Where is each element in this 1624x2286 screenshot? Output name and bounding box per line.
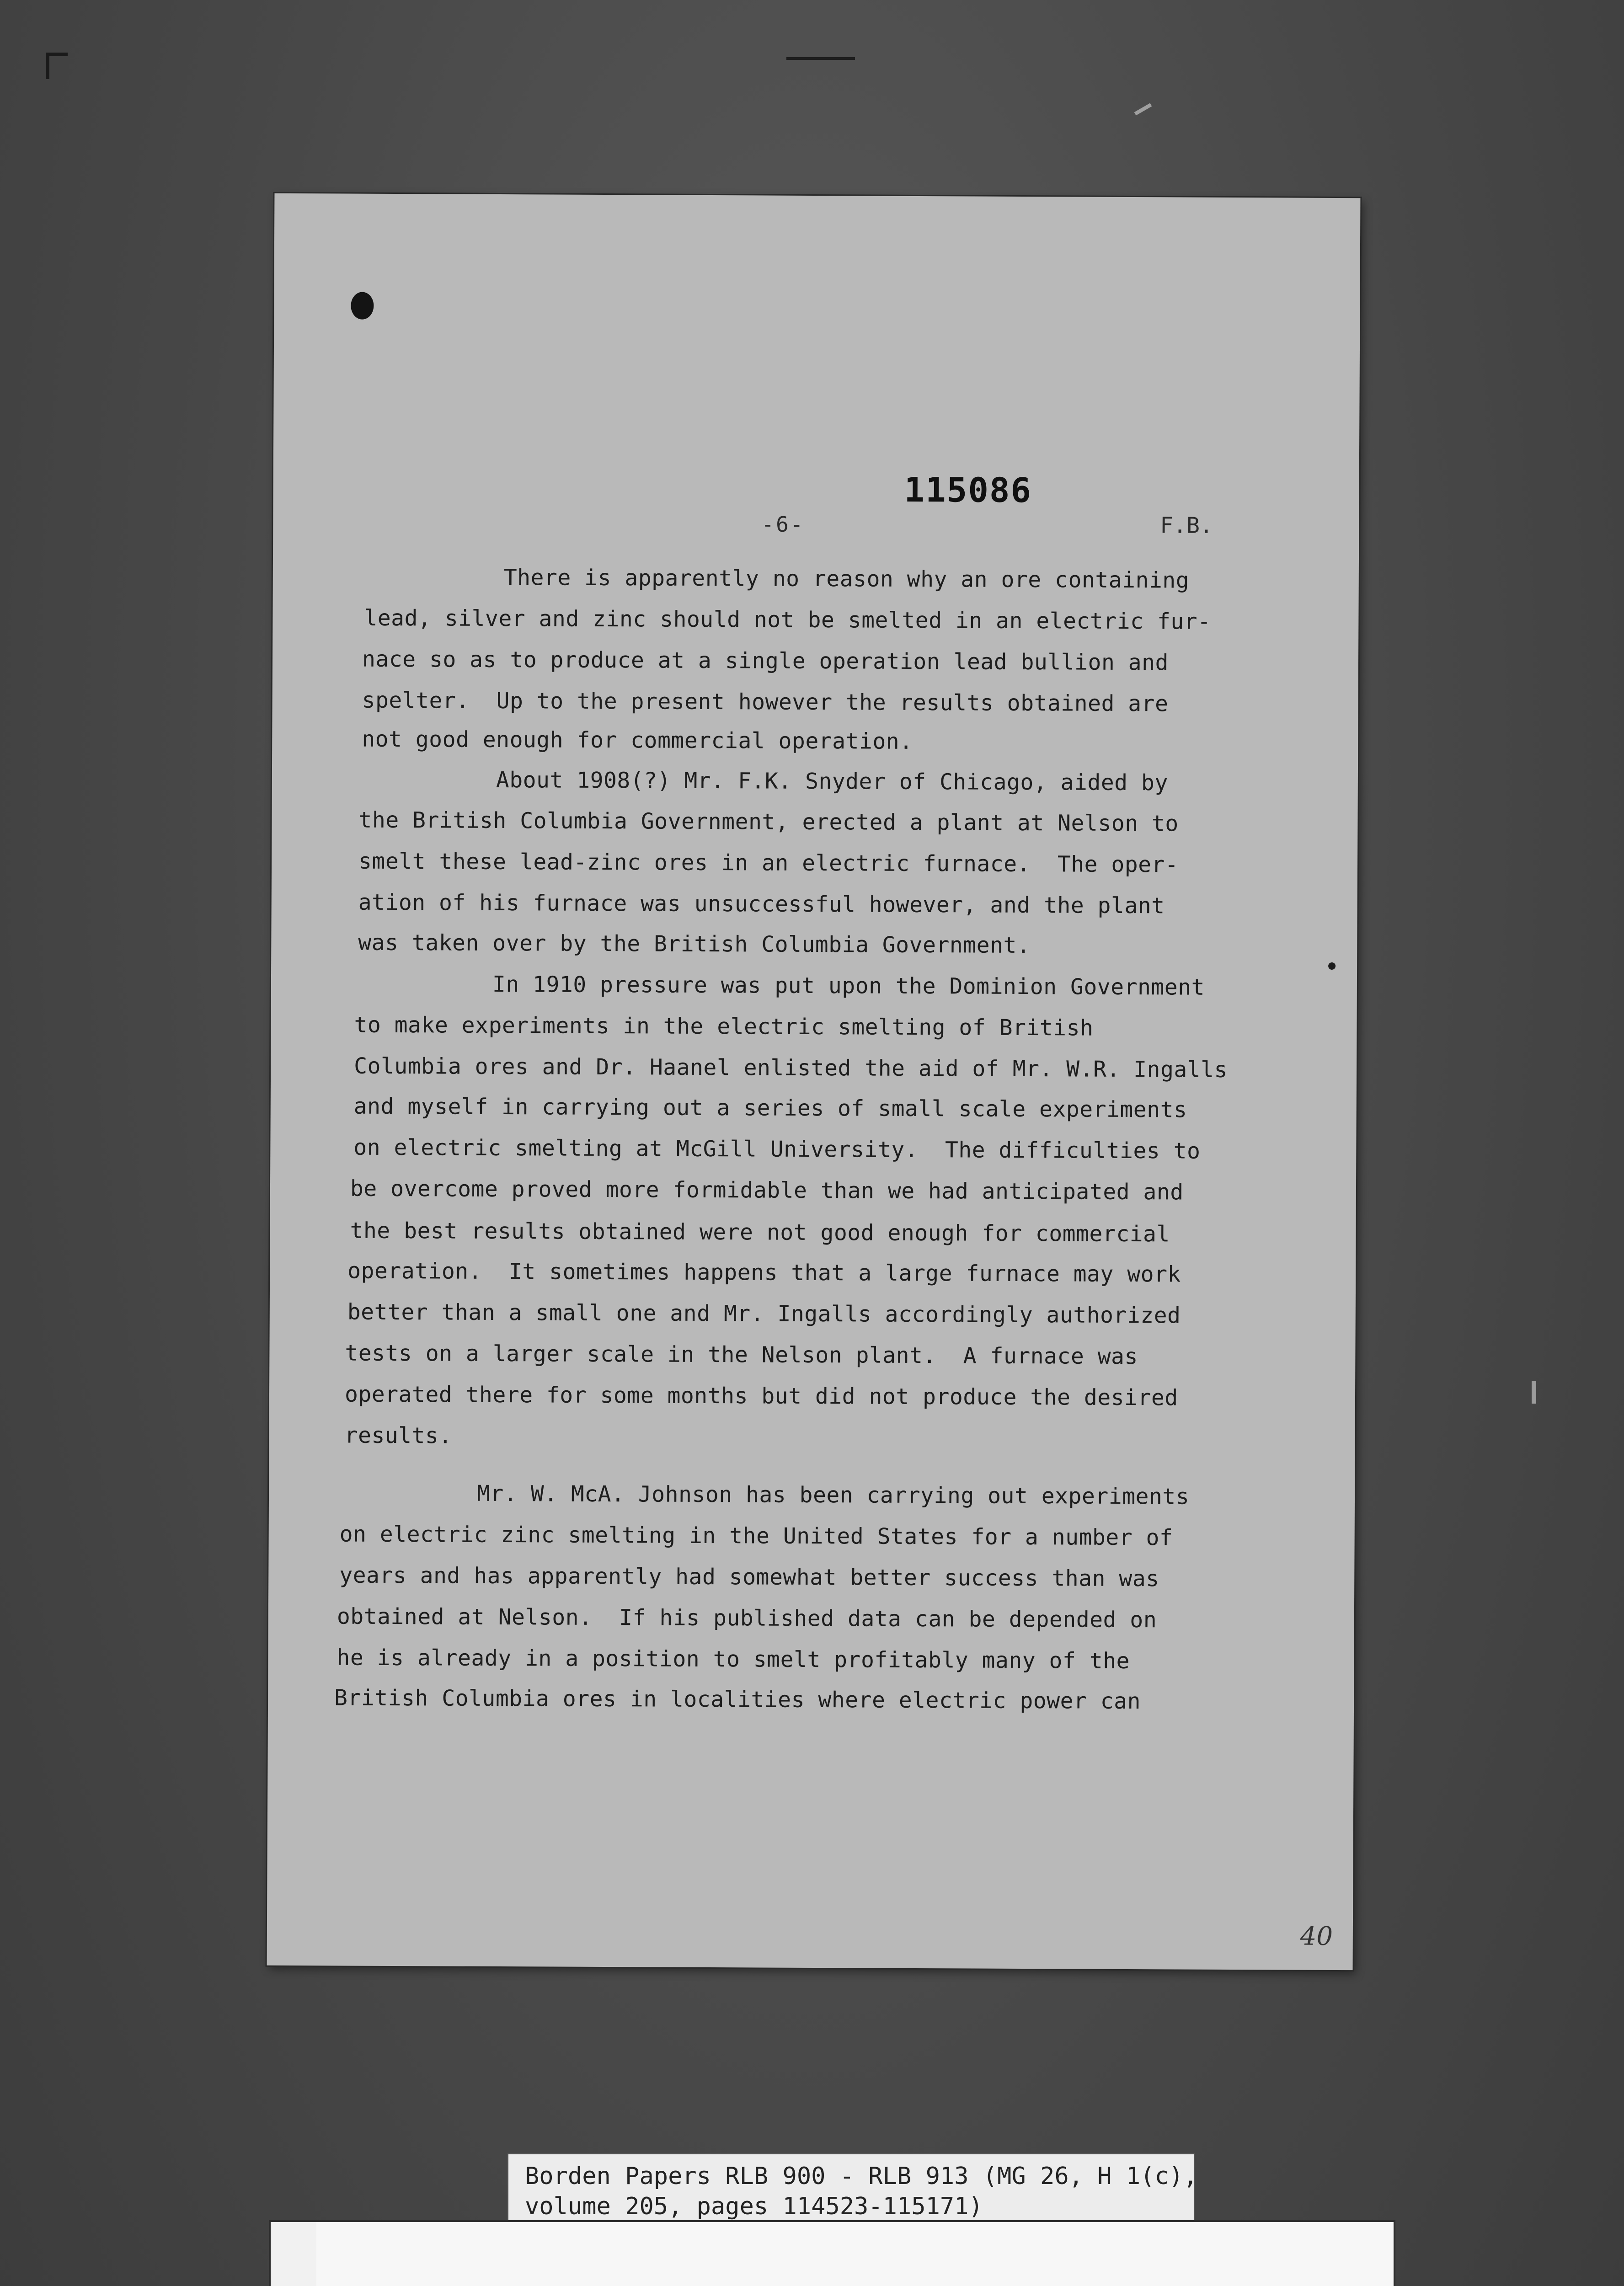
body-line: not good enough for commercial operation. — [362, 726, 913, 754]
punch-hole — [351, 292, 374, 320]
body-line: British Columbia ores in localities where electric power can — [334, 1685, 1141, 1714]
body-line: nace so as to produce at a single operation lead bullion and — [362, 646, 1169, 676]
body-line: years and has apparently had somewhat better success than was — [339, 1562, 1159, 1592]
ink-speck — [1328, 962, 1336, 970]
body-line: There is apparently no reason why an ore containing — [503, 565, 1190, 593]
body-line: smelt these lead-zinc ores in an electric furnace. The oper- — [358, 848, 1179, 878]
reference-line-2: volume 205, pages 114523-115171) — [525, 2193, 983, 2220]
author-initials: F.B. — [1160, 513, 1213, 539]
body-line: better than a small one and Mr. Ingalls accordingly authorized — [347, 1299, 1181, 1329]
body-line: spelter. Up to the present however the results obtained are — [362, 687, 1169, 717]
page-number: -6- — [761, 512, 805, 537]
body-line: Columbia ores and Dr. Haanel enlisted the aid of Mr. W.R. Ingalls — [354, 1053, 1228, 1083]
body-line: the British Columbia Government, erected a plant at Nelson to — [358, 807, 1179, 837]
body-line: results. — [344, 1422, 452, 1449]
body-line: operated there for some months but did not produce the desired — [344, 1381, 1178, 1411]
body-line: on electric smelting at McGill University. The difficulties to — [353, 1134, 1201, 1164]
body-line: and myself in carrying out a series of small scale experiments — [353, 1093, 1187, 1123]
body-line: About 1908(?) Mr. F.K. Snyder of Chicago, aided by — [496, 767, 1168, 796]
film-scratch — [1532, 1381, 1536, 1404]
body-line: tests on a larger scale in the Nelson plant. A furnace was — [345, 1340, 1138, 1370]
body-line: In 1910 pressure was put upon the Dominion Government — [492, 971, 1205, 1000]
body-line: to make experiments in the electric smelting of British — [354, 1012, 1094, 1041]
body-line: operation. It sometimes happens that a large furnace may work — [347, 1258, 1181, 1287]
body-line: lead, silver and zinc should not be smelted in an electric fur- — [364, 605, 1211, 635]
body-line: on electric zinc smelting in the United States for a number of — [339, 1521, 1173, 1551]
body-line: he is already in a position to smelt profitably many of the — [337, 1645, 1130, 1674]
reference-line-1: Borden Papers RLB 900 - RLB 913 (MG 26, H 1(c), — [525, 2163, 1198, 2190]
folio-number: 40 — [1300, 1921, 1333, 1951]
body-line: ation of his furnace was unsuccessful however, and the plant — [358, 889, 1165, 919]
body-line: be overcome proved more formidable than we had anticipated and — [350, 1175, 1184, 1205]
document-number: 115086 — [904, 470, 1032, 511]
archive-label-inner — [316, 2222, 1394, 2286]
typed-page — [267, 193, 1361, 1970]
body-line: obtained at Nelson. If his published data can be depended on — [337, 1603, 1157, 1633]
reference-strip — [508, 2154, 1198, 2227]
body-line: was taken over by the British Columbia Government. — [358, 929, 1031, 959]
archive-label-card — [271, 2222, 1394, 2286]
frame-corner-mark — [46, 53, 68, 79]
frame-top-mark — [786, 57, 855, 60]
body-line: the best results obtained were not good enough for commercial — [350, 1218, 1170, 1247]
body-line: Mr. W. McA. Johnson has been carrying out experiments — [476, 1480, 1190, 1510]
